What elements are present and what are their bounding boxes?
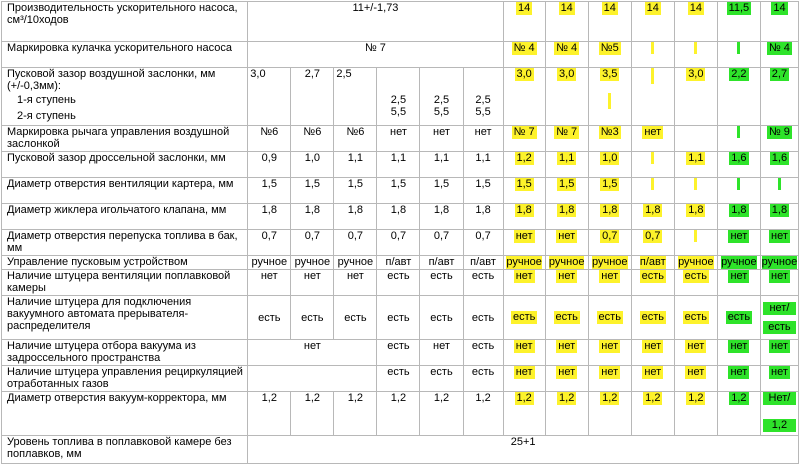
value-cell: нет — [377, 126, 420, 152]
value-cell: есть — [727, 311, 751, 323]
value-cell: п/авт — [463, 256, 503, 270]
value-cell: 1,8 — [516, 204, 532, 216]
value-cell: нет — [771, 270, 788, 282]
row-label: Уровень топлива в поплавковой камере без поплавков, мм — [2, 436, 248, 464]
value-cell: нет — [730, 366, 748, 378]
value-cell: нет — [771, 230, 788, 242]
value-cell: п/авт — [639, 256, 666, 268]
marker-bar — [737, 178, 740, 190]
value-cell: 0,7 — [248, 230, 291, 256]
value-cell: ручное — [291, 256, 334, 270]
value-cell: 1,5 — [559, 178, 575, 190]
value-cell: нет — [248, 340, 377, 366]
value-cell: нет — [420, 126, 463, 152]
value-cell: нет — [601, 270, 619, 282]
value-step2: 5,5 — [475, 106, 491, 118]
value-cell: 1,8 — [559, 204, 575, 216]
value-cell: 1,2 — [516, 152, 532, 164]
value-cell: 1,2 — [516, 392, 532, 404]
value-cell: есть — [463, 270, 503, 296]
value-cell: нет — [515, 230, 533, 242]
carburetor-spec-table — [1, 1, 799, 464]
row-label: Управление пусковым устройством — [2, 256, 248, 270]
value-step2: 5,5 — [433, 106, 450, 118]
row-fuel-bypass — [2, 230, 799, 256]
value-cell: 14 — [560, 2, 573, 14]
value-cell: 2,5 — [334, 68, 377, 126]
value-cell: 1,1 — [559, 152, 575, 164]
value-cell: 1,5 — [291, 178, 334, 204]
value-cell: 1,8 — [645, 204, 661, 216]
row-needle-jet — [2, 204, 799, 230]
value-cell: 0,7 — [291, 230, 334, 256]
value-cell: нет — [644, 340, 662, 352]
common-value: № 7 — [248, 42, 503, 68]
row-label: Пусковой зазор дроссельной заслонки, мм — [2, 152, 248, 178]
marker-bar — [694, 230, 697, 242]
row-crankcase-vent — [2, 178, 799, 204]
value-cell: есть — [420, 296, 463, 340]
value-cell: нет — [771, 366, 788, 378]
marker-bar — [737, 126, 740, 138]
value-cell: №5 — [600, 42, 619, 54]
value-cell: 1,8 — [334, 204, 377, 230]
value-cell: 1,2 — [645, 392, 661, 404]
value-cell: 1,2 — [463, 392, 503, 436]
value-cell: нет — [558, 230, 576, 242]
value-cell: №6 — [291, 126, 334, 152]
value-step2: 5,5 — [390, 106, 407, 118]
value-cell: есть — [641, 270, 664, 282]
value-cell: 1,5 — [463, 178, 503, 204]
row-throttle-gap — [2, 152, 799, 178]
value-cell: № 9 — [768, 126, 790, 138]
value-cell: 1,2 — [602, 392, 618, 404]
value-cell: 1,2 — [248, 392, 291, 436]
value-cell: 1,5 — [377, 178, 420, 204]
value-cell: 1,1 — [420, 152, 463, 178]
value-cell: 1,6 — [771, 152, 788, 164]
row-float-vent — [2, 270, 799, 296]
row-vacuum-advance-fitting — [2, 296, 799, 340]
row-label: Диаметр отверстия вентиляции картера, мм — [2, 178, 248, 204]
value-cell: 1,8 — [731, 204, 747, 216]
marker-bar — [694, 42, 697, 54]
value-cell: нет — [558, 340, 576, 352]
value-cell: 3,0 — [559, 68, 575, 80]
value-cell: п/авт — [420, 256, 463, 270]
row-label: Диаметр отверстия вакуум-корректора, мм — [2, 392, 248, 436]
value-cell: нет — [515, 270, 533, 282]
row-label: Наличие штуцера отбора вакуума из задроссельного пространства — [2, 340, 248, 366]
value-cell: 1,6 — [731, 152, 747, 164]
row-label: Диаметр жиклера игольчатого клапана, мм — [2, 204, 248, 230]
value-cell: 0,7 — [602, 230, 618, 242]
marker-bar — [651, 68, 654, 84]
value-cell: ручное — [678, 256, 714, 268]
value-cell: 1,8 — [602, 204, 618, 216]
value-cell: 1,8 — [771, 204, 788, 216]
value-cell: 14 — [603, 2, 616, 14]
value-cell: 1,1 — [463, 152, 503, 178]
value-cell: есть — [641, 311, 664, 323]
value-cell: 1,8 — [688, 204, 704, 216]
value-cell: ручное — [334, 256, 377, 270]
value-cell: 1,5 — [248, 178, 291, 204]
value-cell: нет — [644, 366, 662, 378]
value-cell: ручное — [248, 256, 291, 270]
value-cell: 1,5 — [602, 178, 618, 190]
row-label: Наличие штуцера вентиляции поплавковой камеры — [2, 270, 248, 296]
marker-bar — [694, 178, 697, 190]
value-cell: 1,2 — [559, 392, 575, 404]
value-cell: нет — [558, 270, 576, 282]
value-cell: №3 — [600, 126, 619, 138]
value-cell: 0,7 — [645, 230, 661, 242]
marker-bar — [651, 152, 654, 164]
value-cell-extra: 1,2 — [763, 419, 796, 432]
marker-bar — [608, 93, 611, 109]
value-cell: нет — [601, 340, 619, 352]
value-cell: нет — [558, 366, 576, 378]
value-cell: нет — [248, 270, 291, 296]
value-cell: п/авт — [377, 256, 420, 270]
value-cell: 1,0 — [291, 152, 334, 178]
value-cell: 1,1 — [334, 152, 377, 178]
value-cell: № 7 — [513, 126, 535, 138]
value-cell: есть — [420, 366, 463, 392]
value-cell: есть — [463, 366, 503, 392]
value-cell: 2,7 — [291, 68, 334, 126]
value-cell: 1,8 — [248, 204, 291, 230]
value-cell: 1,5 — [516, 178, 532, 190]
value-cell: ручное — [591, 256, 628, 268]
value-cell: 1,5 — [420, 178, 463, 204]
row-choke-gap — [2, 68, 799, 126]
value-cell: 1,8 — [420, 204, 463, 230]
value-cell: нет — [730, 340, 748, 352]
value-cell: Нет/ — [763, 392, 796, 405]
value-cell: есть — [684, 270, 708, 282]
value-cell: 3,0 — [688, 68, 704, 80]
row-vacuum-corrector — [2, 392, 799, 436]
value-cell: нет — [515, 340, 533, 352]
value-cell: 1,8 — [291, 204, 334, 230]
value-cell: 1,8 — [463, 204, 503, 230]
value-cell: 11,5 — [728, 2, 750, 14]
value-cell: нет — [601, 366, 619, 378]
value-cell: нет — [644, 126, 662, 138]
value-cell-extra: есть — [763, 321, 796, 334]
value-cell: 1,2 — [688, 392, 704, 404]
value-cell: есть — [555, 311, 578, 323]
value-cell: 1,2 — [420, 392, 463, 436]
value-cell: ручное — [548, 256, 585, 268]
value-cell: №6 — [248, 126, 291, 152]
row-cam-marking — [2, 42, 799, 68]
value-step1: 2,5 — [475, 94, 491, 106]
row-label: Производительность ускорительного насоса, см³/10ходов — [2, 2, 248, 42]
row-label: Пусковой зазор воздушной заслонки, мм (+/-0,3мм): — [7, 68, 216, 92]
value-cell: есть — [248, 296, 291, 340]
value-cell: 0,9 — [248, 152, 291, 178]
value-cell: есть — [512, 311, 536, 323]
value-cell: 1,8 — [377, 204, 420, 230]
row-pump-capacity — [2, 2, 799, 42]
value-cell: 0,7 — [377, 230, 420, 256]
value-cell: есть — [463, 340, 503, 366]
row-label: Наличие штуцера для подключения вакуумного автомата прерывателя-распределителя — [2, 296, 248, 340]
value-cell: 0,7 — [420, 230, 463, 256]
value-cell: есть — [334, 296, 377, 340]
value-cell: 1,1 — [688, 152, 704, 164]
value-cell: нет — [771, 340, 788, 352]
value-cell: № 4 — [513, 42, 535, 54]
value-cell: 2,7 — [771, 68, 788, 80]
row-label: Маркировка кулачка ускорительного насоса — [2, 42, 248, 68]
value-cell: 14 — [689, 2, 702, 14]
value-cell: есть — [377, 340, 420, 366]
value-cell: нет/ — [763, 302, 796, 315]
value-cell: 1,2 — [291, 392, 334, 436]
value-step1: 2,5 — [433, 94, 450, 106]
row-label: Маркировка рычага управления воздушной заслонкой — [2, 126, 248, 152]
value-cell: есть — [684, 311, 708, 323]
marker-bar — [651, 178, 654, 190]
value-cell: 0,7 — [334, 230, 377, 256]
marker-bar — [778, 178, 781, 190]
value-cell: 1,2 — [377, 392, 420, 436]
value-cell: 2,2 — [731, 68, 747, 80]
marker-bar — [737, 42, 740, 54]
marker-bar — [651, 42, 654, 54]
value-cell: 1,2 — [731, 392, 747, 404]
step-1-label: 1-я ступень — [17, 94, 76, 106]
value-cell: есть — [291, 296, 334, 340]
value-cell: нет — [687, 340, 705, 352]
common-value: 11+/-1,73 — [248, 2, 503, 42]
value-cell: 1,5 — [334, 178, 377, 204]
common-value: 25+1 — [248, 436, 799, 464]
value-cell: нет — [463, 126, 503, 152]
value-cell: 1,1 — [377, 152, 420, 178]
value-cell: нет — [420, 340, 463, 366]
value-cell: нет — [730, 270, 748, 282]
value-cell: нет — [291, 270, 334, 296]
row-label: Диаметр отверстия перепуска топлива в бак, мм — [2, 230, 248, 256]
value-cell: 3,5 — [602, 68, 618, 80]
value-cell: нет — [334, 270, 377, 296]
value-cell: 14 — [773, 2, 786, 14]
value-cell: есть — [377, 270, 420, 296]
value-cell: ручное — [721, 256, 757, 268]
value-cell: ручное — [506, 256, 542, 268]
step-2-label: 2-я ступень — [17, 110, 76, 122]
row-label: Наличие штуцера управления рециркуляцией отработанных газов — [2, 366, 248, 392]
row-choke-control — [2, 256, 799, 270]
value-cell: есть — [463, 296, 503, 340]
row-egr-fitting — [2, 366, 799, 392]
row-vacuum-tap-fitting — [2, 340, 799, 366]
value-cell: 3,0 — [516, 68, 532, 80]
value-cell: нет — [515, 366, 533, 378]
value-cell: есть — [377, 296, 420, 340]
value-cell: 14 — [518, 2, 531, 14]
value-cell: 1,0 — [602, 152, 618, 164]
value-cell: 3,0 — [248, 68, 291, 126]
row-fuel-level — [2, 436, 799, 464]
value-cell: №6 — [334, 126, 377, 152]
value-cell: нет — [730, 230, 748, 242]
value-cell: № 4 — [768, 42, 790, 54]
value-step1: 2,5 — [390, 94, 407, 106]
value-cell: есть — [420, 270, 463, 296]
value-cell: нет — [687, 366, 705, 378]
value-cell: 1,2 — [334, 392, 377, 436]
value-cell: есть — [377, 366, 420, 392]
value-cell: № 7 — [556, 126, 578, 138]
value-cell: есть — [598, 311, 621, 323]
value-cell: № 4 — [556, 42, 578, 54]
value-cell: ручное — [761, 256, 798, 268]
row-choke-lever-marking — [2, 126, 799, 152]
value-cell: 14 — [646, 2, 659, 14]
value-cell: 0,7 — [463, 230, 503, 256]
